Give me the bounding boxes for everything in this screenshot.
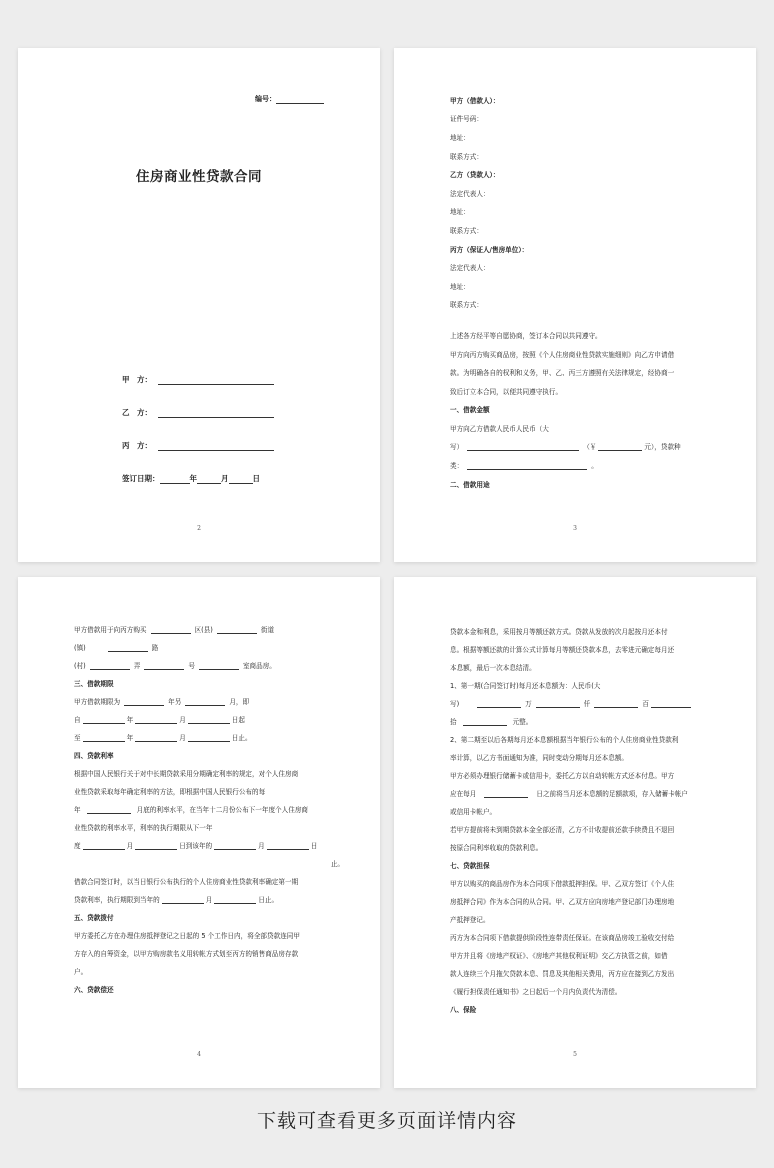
loan-type-blank	[467, 463, 587, 470]
amount-text: （￥	[583, 443, 597, 452]
sign-date-label: 签订日期：	[122, 474, 160, 483]
inline-blank	[83, 735, 125, 742]
inline-blank	[484, 791, 528, 798]
inline-text: 年	[126, 733, 134, 742]
inline-text: 度	[74, 841, 81, 850]
party-a-id-number: 证件号码：	[450, 115, 483, 124]
inline-text: 日之前将当月还本息额的足额款项，存入储蓄卡帐户	[536, 789, 689, 798]
party-c-label: 丙 方：	[122, 441, 152, 450]
paragraph-line: 甲方向乙方借款人民币人民币（大	[450, 424, 549, 433]
purpose-row	[74, 657, 344, 675]
amount-text: 写）	[450, 443, 464, 452]
inline-text: 拾	[450, 717, 457, 726]
page-number: 4	[197, 1051, 201, 1058]
party-c-blank	[158, 444, 274, 451]
page-5-body	[450, 623, 720, 1019]
paragraph-line: 按原合同利率收取的贷款利息。	[450, 843, 543, 852]
paragraph-line: 款人连续三个月拖欠贷款本息、罚息及其他相关费用，丙方应在接到乙方发出	[450, 969, 675, 978]
paragraph-line: 甲方必须办理银行储蓄卡或信用卡，委托乙方以自动转帐方式还本付息。甲方	[450, 771, 675, 780]
paragraph-line: 根据中国人民银行关于对中长期贷款采用分期确定利率的规定，对个人住房商	[74, 769, 299, 778]
section-heading: 五、贷款拨付	[74, 913, 114, 922]
amount-blank	[598, 444, 642, 451]
section-heading: 四、贷款利率	[74, 751, 114, 760]
paragraph-line: 业性贷款的利率水平，利率的执行期限从下一年	[74, 823, 213, 832]
inline-text: 室商品房。	[242, 661, 276, 670]
party-a-address: 地址：	[450, 133, 470, 142]
paragraph-line: 房抵押合同》作为本合同的从合同。甲、乙双方应向房地产登记部门办理房地	[450, 897, 675, 906]
inline-blank	[267, 843, 309, 850]
inline-text: 月	[179, 733, 186, 742]
inline-blank	[185, 699, 225, 706]
inline-blank	[217, 627, 257, 634]
section-heading: 七、贷款担保	[450, 861, 490, 870]
inline-text: 号	[188, 661, 195, 670]
inline-blank	[214, 897, 256, 904]
inline-blank	[90, 663, 130, 670]
section-heading: 八、保险	[450, 1005, 477, 1014]
inline-blank	[135, 843, 177, 850]
rate-period-row	[74, 837, 344, 855]
inline-text: 日到该年的	[179, 841, 213, 850]
paragraph-line: 甲方并且将《房地产权证》、《房地产其他权利证明》交乙方执管之前，如借	[450, 951, 668, 960]
repay-day-row	[450, 785, 720, 803]
inline-text: 月	[179, 715, 186, 724]
inline-text: 区(县)	[194, 625, 213, 634]
inline-text: 年	[126, 715, 134, 724]
party-b-address: 地址：	[450, 208, 470, 217]
paragraph-line: 《履行担保责任通知书》之日起后一个月内负责代为清偿。	[450, 987, 622, 996]
inline-text: 日止。	[258, 895, 279, 904]
inline-text: 日止。	[231, 733, 252, 742]
year-blank	[160, 477, 190, 484]
inline-blank	[162, 897, 204, 904]
inline-text: 年	[74, 805, 81, 814]
party-a-label: 甲 方：	[122, 375, 152, 384]
inline-text: 月，即	[229, 697, 250, 706]
term-from-row	[74, 711, 344, 729]
party-a-row	[122, 374, 274, 385]
paragraph-line: 若甲方提前将未到期贷款本金全部还清，乙方不计收提前还款手续费且不退回	[450, 825, 675, 834]
day-blank	[229, 477, 253, 484]
paragraph-line: 致后订立本合同，以便共同遵守执行。	[450, 387, 563, 396]
inline-text: 仟	[583, 699, 591, 708]
paragraph-line: 止。	[330, 859, 344, 868]
inline-text: 应在每月	[450, 789, 477, 798]
paragraph-line: 或信用卡帐户。	[450, 807, 497, 816]
paragraph-line: 产抵押登记。	[450, 915, 490, 924]
inline-blank	[135, 735, 177, 742]
page-number: 5	[573, 1051, 577, 1058]
page-4-body	[74, 621, 344, 999]
inline-text: 月	[258, 841, 265, 850]
inline-blank	[199, 663, 239, 670]
paragraph-line: 款。为明确各自的权利和义务，甲、乙、丙三方遵照有关法律规定，经协商一	[450, 369, 675, 378]
inline-text: 贷款利率，执行期限到当年的	[74, 895, 160, 904]
inline-text: 甲方借款用于向丙方购买	[74, 625, 147, 634]
inline-text: (镇)	[74, 643, 86, 652]
party-b-representative: 法定代表人：	[450, 189, 490, 198]
paragraph-line: 业性贷款采取每年确定利率的方法，即根据中国人民银行公布的每	[74, 787, 266, 796]
inline-text: 甲方借款期限为	[74, 697, 121, 706]
page-number: 2	[197, 525, 201, 532]
party-a-heading: 甲方（借款人）：	[450, 96, 500, 105]
paragraph-line: 甲方以购买的商品房作为本合同项下借款抵押担保。甲、乙双方签订《个人住	[450, 879, 675, 888]
inline-text: (村)	[74, 661, 86, 670]
rate-row	[74, 801, 344, 819]
paragraph-line: 率计算，以乙方书面通知为准，同时变动分期每月还本息额。	[450, 753, 629, 762]
inline-text: 街道	[260, 625, 275, 634]
loan-type-text: 。	[591, 462, 598, 471]
contract-number-blank	[276, 97, 324, 104]
paragraph-line: 上述各方经平等自愿协商，签订本合同以共同遵守。	[450, 331, 602, 340]
party-b-label: 乙 方：	[122, 408, 152, 417]
amount-blank	[467, 444, 579, 451]
section-heading: 三、借款期限	[74, 679, 114, 688]
page-number: 3	[573, 525, 577, 532]
amount-row	[450, 713, 720, 731]
paragraph-line: 本息额，最后一次本息结清。	[450, 663, 536, 672]
document-page-4	[18, 577, 380, 1088]
inline-blank	[214, 843, 256, 850]
party-b-heading: 乙方（贷款人）：	[450, 171, 500, 180]
month-blank	[197, 477, 221, 484]
party-b-contact: 联系方式：	[450, 226, 483, 235]
day-label: 日	[252, 474, 260, 483]
party-b-row	[122, 407, 274, 418]
inline-text: 百	[642, 699, 649, 708]
inline-text: 日	[310, 841, 318, 850]
contract-number-row	[255, 94, 324, 104]
paragraph-line: 丙方为本合同项下借款提供阶段性连带责任保证。在该商品房竣工验收交付给	[450, 933, 675, 942]
year-label: 年	[189, 474, 197, 483]
paragraph-line: 息。根据等额还款的计算公式计算每月等额还贷款本息，去零进元确定每月还	[450, 645, 675, 654]
paragraph-line: 甲方向丙方购买商品房，按照《个人住房商业性贷款实施细则》向乙方申请借	[450, 350, 675, 359]
inline-blank	[477, 701, 521, 708]
document-page-3	[394, 48, 756, 562]
inline-blank	[87, 807, 131, 814]
inline-blank	[651, 701, 691, 708]
amount-text: 元），贷款种	[644, 443, 681, 452]
inline-text: 自	[74, 715, 81, 724]
sign-date-row	[122, 473, 260, 484]
contract-number-label: 编号：	[255, 95, 276, 103]
inline-blank	[188, 717, 230, 724]
paragraph-line: 方存入的自筹资金，以甲方购房款名义用转帐方式划至丙方的销售商品房存款	[74, 949, 299, 958]
inline-text: 月	[205, 895, 213, 904]
paragraph-line: 甲方委托乙方在办理住房抵押登记之日起的 5 个工作日内，将全部贷款连同甲	[74, 931, 300, 940]
term-to-row	[74, 729, 344, 747]
inline-text: 路	[151, 643, 159, 652]
inline-blank	[536, 701, 580, 708]
paragraph-line: 1、第一期(合同签订时)每月还本息额为：人民币(大	[450, 681, 601, 690]
paragraph-line: 户。	[74, 967, 88, 976]
party-c-heading: 丙方（保证人/售房单位）：	[450, 245, 529, 254]
inline-text: 月底的利率水平，在当年十二月份公布下一年度个人住房商	[136, 805, 309, 814]
inline-text: 至	[74, 733, 81, 742]
section-heading: 二、借款用途	[450, 480, 490, 489]
paragraph-line: 2、第二期至以后各期每月还本息额根据当年银行公布的个人住房商业性贷款利	[450, 735, 679, 744]
month-label: 月	[221, 474, 229, 483]
document-page-cover	[18, 48, 380, 562]
inline-blank	[108, 645, 148, 652]
document-title: 住房商业性贷款合同	[136, 169, 262, 185]
inline-text: 年另	[168, 697, 182, 706]
document-page-5	[394, 577, 756, 1088]
party-c-row	[122, 440, 274, 451]
purpose-row	[74, 621, 344, 639]
paragraph-line: 贷款本金和利息，采用按月等额还款方式。贷款从发放的次月起按月还本付	[450, 627, 668, 636]
inline-text: 月	[126, 841, 134, 850]
party-c-representative: 法定代表人：	[450, 264, 490, 273]
inline-text: 弄	[133, 661, 141, 670]
paragraph-line: 借款合同签订时，以当日银行公布执行的个人住房商业性贷款利率确定第一期	[74, 877, 299, 886]
inline-text: 元整。	[512, 717, 533, 726]
party-b-blank	[158, 411, 274, 418]
inline-blank	[135, 717, 177, 724]
page-3-body	[450, 92, 720, 494]
inline-text: 日起	[231, 715, 245, 724]
party-a-contact: 联系方式：	[450, 152, 483, 161]
inline-blank	[124, 699, 164, 706]
inline-blank	[463, 719, 507, 726]
inline-blank	[144, 663, 184, 670]
amount-row	[450, 439, 720, 458]
inline-blank	[83, 717, 125, 724]
download-more-caption[interactable]: 下载可查看更多页面详情内容	[256, 1110, 517, 1132]
inline-text: 写)	[450, 699, 460, 708]
inline-blank	[151, 627, 191, 634]
section-heading: 一、借款金额	[450, 406, 490, 415]
loan-type-text: 类：	[450, 462, 464, 471]
inline-text: 万	[525, 699, 532, 708]
inline-blank	[188, 735, 230, 742]
amount-row	[450, 695, 720, 713]
party-c-address: 地址：	[450, 282, 470, 291]
party-c-contact: 联系方式：	[450, 301, 483, 310]
section-heading: 六、贷款偿还	[74, 985, 114, 994]
inline-blank	[83, 843, 125, 850]
term-row	[74, 693, 344, 711]
inline-blank	[594, 701, 638, 708]
spacer	[450, 315, 720, 327]
party-a-blank	[158, 378, 274, 385]
rate-first-row	[74, 891, 344, 909]
loan-type-row	[450, 457, 720, 476]
purpose-row	[74, 639, 344, 657]
